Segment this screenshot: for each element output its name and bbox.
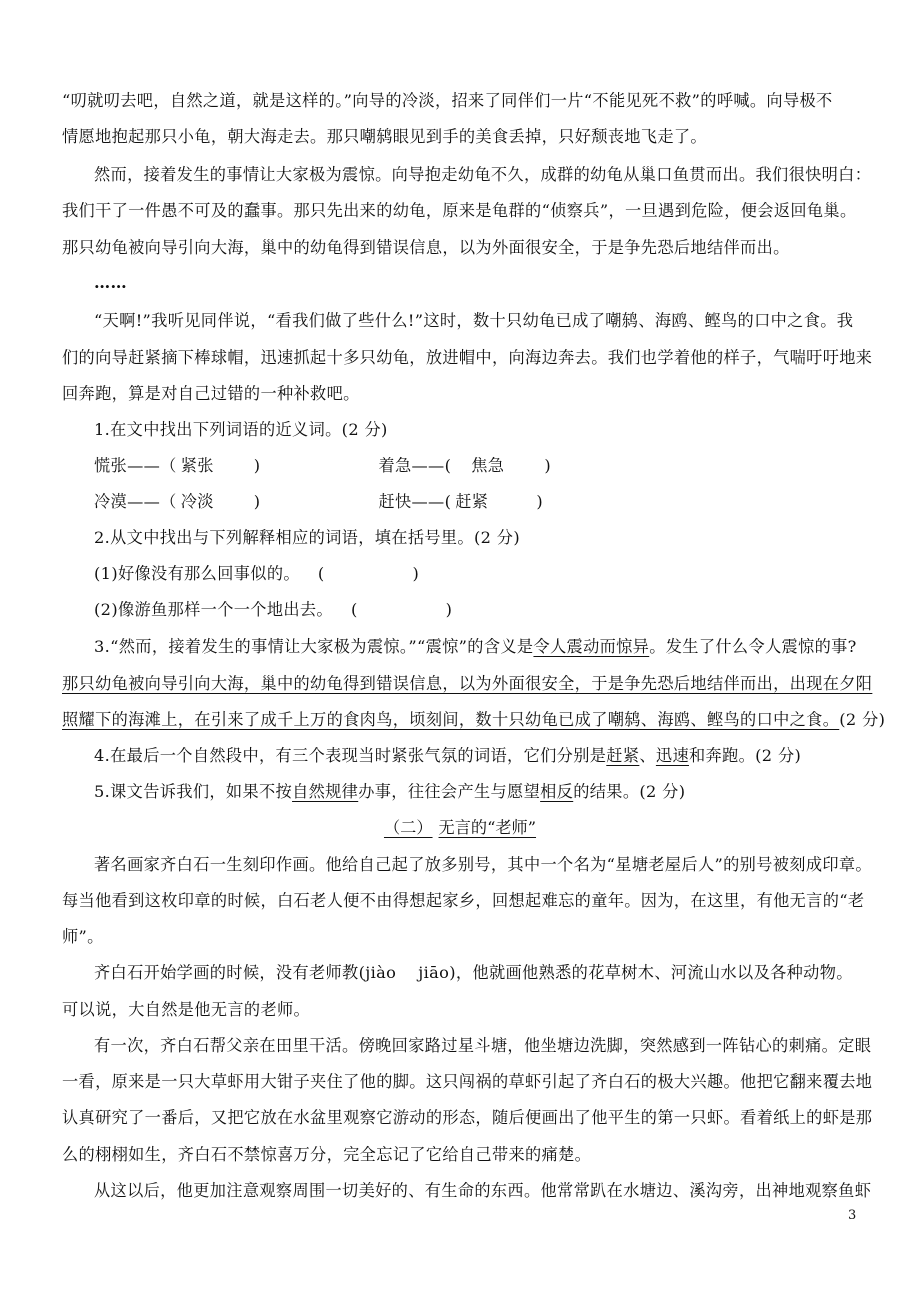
q2-item-2-blank: ( ) (350, 600, 453, 619)
q5-prompt-c: 的结果。(2 分) (573, 782, 686, 801)
paragraph-5-line-1: 齐白石开始学画的时候，没有老师教(jiào jiāo)，他就画他熟悉的花草树木、河流山水以及各种动物。 (94, 963, 853, 982)
q1-right-word-2: 赶快——( (378, 492, 452, 511)
q1-right-close-2: ) (536, 492, 544, 511)
question-4 (94, 745, 894, 767)
q3-prompt-a: 3.“然而，接着发生的事情让大家极为震惊。”“震惊”的含义是 (94, 637, 534, 656)
paragraph-3-line-1: “天啊!”我听见同伴说，“看我们做了些什么!”这时，数十只幼龟已成了嘲鸫、海鸥、鲣鸟的口中之食。我 (94, 311, 854, 330)
paragraph-4-line-1: 著名画家齐白石一生刻印作画。他给自己起了放多别号，其中一个名为“星塘老屋后人”的别号被刻成印章。 (94, 855, 872, 874)
q4-prompt-a: 4.在最后一个自然段中，有三个表现当时紧张气氛的词语，它们分别是 (94, 746, 607, 765)
paragraph-6-line-2: 一看，原来是一只大草虾用大钳子夹住了他的脚。这只闯祸的草虾引起了齐白石的极大兴趣。他把它翻来覆去地 (62, 1072, 873, 1091)
paragraph-5-line-2: 可以说，大自然是他无言的老师。 (62, 1000, 311, 1019)
q4-separator: 、 (639, 746, 656, 765)
q1-right-answer-2: 赶紧 (455, 492, 489, 511)
q5-prompt-b: 办事，往往会产生与愿望 (358, 782, 541, 801)
q4-answer-1: 赶紧 (606, 746, 640, 765)
paragraph-4-line-2: 每当他看到这枚印章的时候，白石老人便不由得想起家乡，回想起难忘的童年。因为，在这里，有他无言的“老 (62, 891, 865, 910)
paragraph-2-line-2: 我们干了一件愚不可及的蠢事。那只先出来的幼龟，原来是龟群的“侦察兵”，一旦遇到危险，便会返回龟巢。 (62, 201, 857, 220)
question-1-row-1 (94, 455, 894, 477)
q3-answer-line-2: 那只幼龟被向导引向大海，巢中的幼龟得到错误信息，以为外面很安全，于是争先恐后地结伴而出，出现在夕阳 (62, 674, 873, 693)
q5-answer-2: 相反 (540, 782, 574, 801)
q1-right-answer: 焦急 (471, 456, 505, 475)
q4-prompt-b: 和奔跑。(2 分) (688, 746, 802, 765)
q1-right-word: 着急——( (378, 456, 452, 475)
question-2-item-1 (94, 563, 894, 585)
q3-prompt-b: 。发生了什么令人震惊的事? (649, 637, 857, 656)
question-2-item-2 (94, 599, 894, 621)
q5-prompt-a: 5.课文告诉我们，如果不按 (94, 782, 293, 801)
paragraph-3-line-2: 们的向导赶紧摘下棒球帽，迅速抓起十多只幼龟，放进帽中，向海边奔去。我们也学着他的样子，气喘吁吁地来 (62, 348, 873, 367)
q4-answer-2: 迅速 (655, 746, 689, 765)
q1-left-close-2: ) (253, 492, 261, 511)
q3-answer-line-3: 照耀下的海滩上，在引来了成千上万的食肉鸟，顷刻间，数十只幼龟已成了嘲鸫、海鸥、鲣鸟的口中之食。 (62, 710, 840, 729)
paragraph-1-line-1: “叨就叨去吧，自然之道，就是这样的。”向导的冷淡，招来了同伴们一片“不能见死不救”的呼喊。向导极不 (62, 91, 833, 110)
question-1-row-2 (94, 491, 894, 513)
q3-answer-meaning: 令人震动而惊异 (533, 637, 650, 656)
q2-item-1-text: (1)好像没有那么回事似的。 (94, 564, 300, 583)
paragraph-2-line-1: 然而，接着发生的事情让大家极为震惊。向导抱走幼龟不久，成群的幼龟从巢口鱼贯而出。我们很快明白： (94, 165, 872, 184)
q3-score: (2 分) (839, 710, 886, 729)
section-2-prefix: （二） (383, 818, 433, 837)
q1-left-close: ) (253, 456, 261, 475)
paragraph-6-line-3: 认真研究了一番后，又把它放在水盆里观察它游动的形态，随后便画出了他平生的第一只虾。看着纸上的虾是那 (62, 1108, 873, 1127)
paragraph-4-line-3: 师”。 (62, 927, 104, 946)
paragraph-6-line-1: 有一次，齐白石帮父亲在田里干活。傍晚回家路过星斗塘，他坐塘边洗脚，突然感到一阵钻心的刺痛。定眼 (94, 1036, 872, 1055)
section-2-heading: 无言的“老师” (438, 818, 537, 837)
paragraph-3-line-3: 回奔跑，算是对自己过错的一种补救吧。 (62, 384, 360, 403)
q5-answer-1: 自然规律 (292, 782, 359, 801)
paragraph-7-line-1: 从这以后，他更加注意观察周围一切美好的、有生命的东西。他常常趴在水塘边、溪沟旁，出神地观察鱼虾 (94, 1181, 872, 1200)
ellipsis: …… (94, 273, 128, 292)
q1-right-close: ) (544, 456, 552, 475)
question-3-line-3 (62, 709, 886, 731)
question-1-title: 1.在文中找出下列词语的近义词。(2 分) (94, 420, 388, 439)
paragraph-6-line-4: 么的栩栩如生，齐白石不禁惊喜万分，完全忘记了它给自己带来的痛楚。 (62, 1145, 592, 1164)
page-number: 3 (848, 1208, 857, 1223)
q1-left-answer-2: 冷淡 (180, 492, 214, 511)
paragraph-1-line-2: 情愿地抱起那只小龟，朝大海走去。那只嘲鸫眼见到手的美食丢掉，只好颓丧地飞走了。 (62, 127, 707, 146)
paragraph-2-line-3: 那只幼龟被向导引向大海，巢中的幼龟得到错误信息，以为外面很安全，于是争先恐后地结伴而出。 (62, 238, 790, 257)
question-5 (94, 781, 894, 803)
question-3-line-2 (62, 673, 873, 695)
q1-left-word-2: 冷漠——（ (94, 492, 177, 511)
q1-left-word: 慌张——（ (94, 456, 177, 475)
section-2-title (0, 817, 920, 839)
question-3-line-1 (94, 636, 894, 658)
q1-left-answer: 紧张 (180, 456, 214, 475)
question-2-title: 2.从文中找出与下列解释相应的词语，填在括号里。(2 分) (94, 528, 520, 547)
q2-item-2-text: (2)像游鱼那样一个一个地出去。 (94, 600, 333, 619)
q2-item-1-blank: ( ) (317, 564, 420, 583)
